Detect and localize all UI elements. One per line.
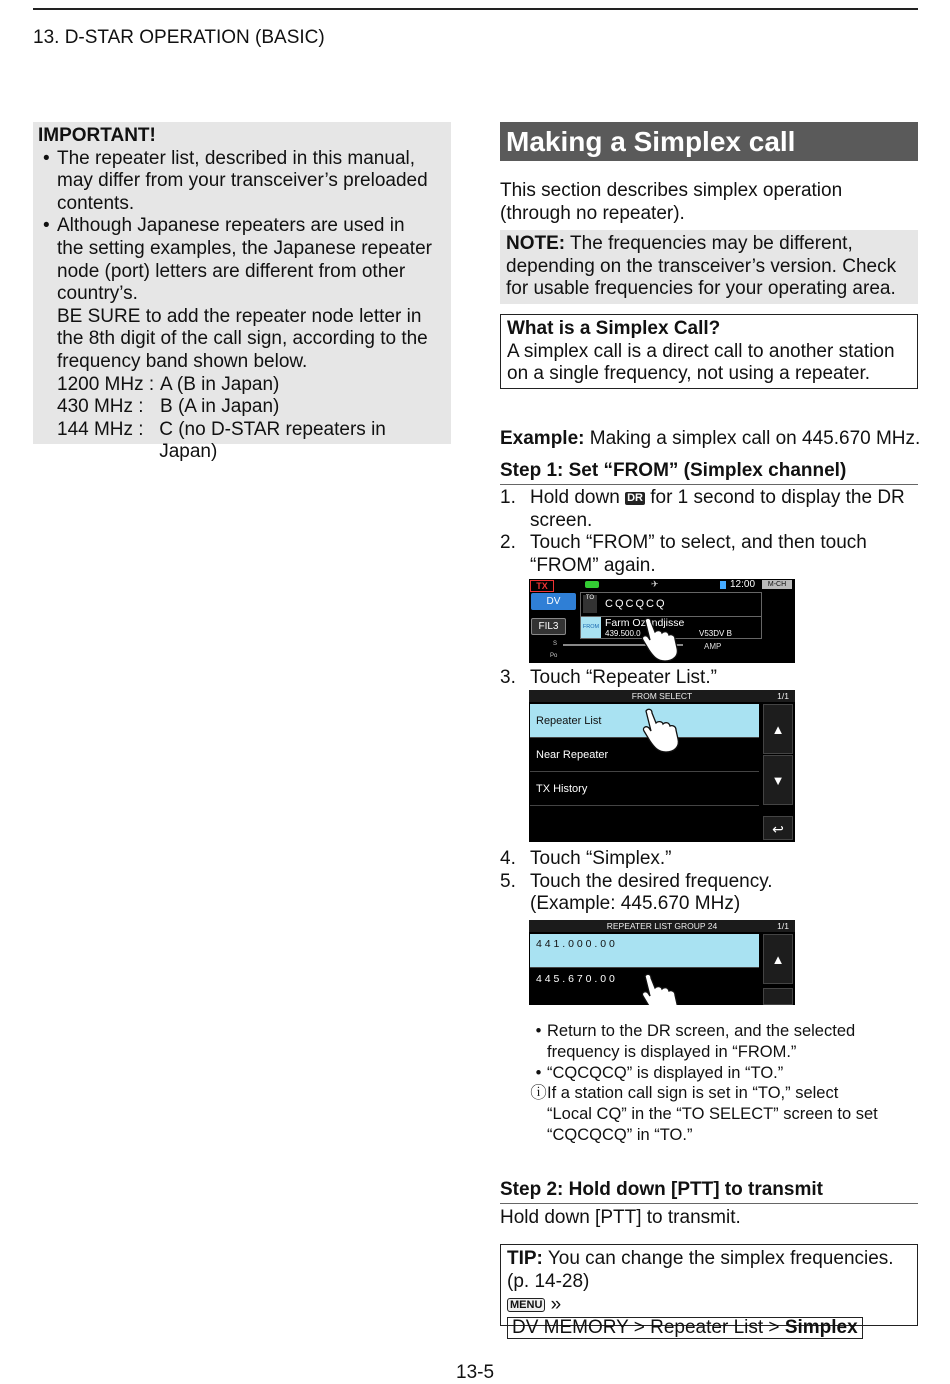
near-repeater-item[interactable]: Near Repeater — [530, 739, 759, 772]
mode-dv-button[interactable]: DV — [531, 593, 576, 610]
section-title: Making a Simplex call — [500, 122, 918, 161]
scroll-up-button[interactable]: ▲ — [763, 934, 793, 984]
result-2: • “CQCQCQ” is displayed in “TO.” — [535, 1063, 784, 1082]
section-intro: This section describes simplex operation (through no repeater). — [500, 180, 843, 224]
step1-item-1: 1. Hold down DR for 1 second to display the DR screen. — [500, 487, 905, 531]
info-icon: ⓘ — [530, 1084, 547, 1103]
tx-indicator: TX — [530, 580, 554, 592]
pointing-hand-icon — [637, 972, 687, 1005]
important-heading: IMPORTANT! — [38, 125, 156, 146]
menu-key-icon: MENU — [507, 1298, 545, 1312]
tip-label: TIP: — [507, 1248, 543, 1269]
frequency-item-445[interactable]: 4 4 5 . 6 7 0 . 0 0 — [536, 973, 615, 985]
step1-list — [500, 487, 920, 577]
gps-icon: ✈ — [651, 579, 659, 589]
dr-key-icon: DR — [627, 492, 643, 504]
scroll-up-button[interactable]: ▲ — [763, 704, 793, 754]
from-select-screen — [529, 690, 795, 842]
battery-icon — [585, 581, 599, 588]
step1-heading: Step 1: Set “FROM” (Simplex channel) — [500, 460, 918, 485]
s-meter-label: S — [553, 641, 558, 647]
step1-item-3: 3. Touch “Repeater List.” — [500, 667, 717, 688]
scroll-down-button-partial[interactable] — [763, 988, 793, 1005]
chapter-title: 13. D-STAR OPERATION (BASIC) — [33, 27, 325, 48]
result-notes — [530, 1021, 920, 1146]
repeater-list-screen — [529, 920, 795, 1005]
menu-path: DV MEMORY > Repeater List > Simplex — [507, 1317, 863, 1339]
band-row-1200: 1200 MHz : A (B in Japan) — [57, 373, 280, 395]
tip-box: TIP: You can change the simplex frequencies. (p. 14-28) MENU » DV MEMORY > Repeater List > Simplex — [500, 1244, 918, 1326]
dr-screen — [529, 579, 795, 663]
from-select-header: FROM SELECT 1/1 — [529, 690, 795, 702]
example-line: Example: Making a simplex call on 445.670 MHz. — [500, 428, 921, 449]
step1-item-5: 5. Touch the desired frequency. (Example: 445.670 MHz) — [500, 870, 773, 915]
to-field[interactable] — [580, 592, 762, 617]
band-row-430: 430 MHz : B (A in Japan) — [57, 396, 280, 418]
step1-item-2: 2. Touch “FROM” to select, and then touch “FROM” again. — [500, 532, 867, 576]
scroll-down-button[interactable]: ▼ — [763, 755, 793, 805]
to-value: CQCQCQ — [605, 598, 667, 610]
to-label: TO — [583, 595, 597, 613]
important-bullet-1: • The repeater list, described in this manual, may differ from your transceiver’s preloaded contents. — [38, 148, 447, 216]
repeater-list-item[interactable]: Repeater List — [530, 704, 759, 738]
be-sure-text: BE SURE to add the repeater node letter in the 8th digit of the call sign, according to the frequency band shown below. — [57, 305, 428, 372]
from-frequency: 439.500.0 — [605, 629, 641, 638]
sd-card-icon — [720, 581, 726, 589]
from-name: Farm Ozondjisse — [605, 617, 685, 629]
po-meter-label: Po — [550, 653, 558, 659]
result-1: • Return to the DR screen, and the selected frequency is displayed in “FROM.” — [535, 1022, 856, 1061]
from-label: FROM — [581, 617, 601, 638]
step2-text: Hold down [PTT] to transmit. — [500, 1207, 741, 1228]
what-is-title: What is a Simplex Call? — [507, 318, 721, 339]
clock: 12:00 — [730, 579, 756, 590]
amp-label: AMP — [704, 642, 722, 651]
step1-items-4-5 — [500, 848, 773, 916]
what-is-simplex-box: What is a Simplex Call? A simplex call is a direct call to another station on a single frequency, not using a repeater. — [500, 314, 918, 389]
band-row-144: 144 MHz : C (no D-STAR repeaters in Japan) — [57, 418, 386, 463]
repeater-list-header: REPEATER LIST GROUP 24 1/1 — [529, 920, 795, 932]
empty-item — [530, 807, 759, 841]
filter-button[interactable]: FIL3 — [531, 618, 566, 635]
note-label: NOTE: — [506, 233, 566, 254]
important-bullet-2: • Although Japanese repeaters are used in the setting examples, the Japanese repeater node (port) letters are different from other country’s. — [38, 215, 447, 305]
back-button[interactable]: ↩ — [763, 816, 793, 840]
step2-heading: Step 2: Hold down [PTT] to transmit — [500, 1179, 918, 1204]
header-rule — [33, 8, 918, 10]
frequency-item-441[interactable]: 4 4 1 . 0 0 0 . 0 0 — [530, 934, 759, 968]
note-box: NOTE: The frequencies may be different, depending on the transceiver’s version. Check for usable frequencies for your operating area. — [500, 230, 918, 304]
tx-history-item[interactable]: TX History — [530, 773, 759, 806]
from-callsign: V53DV B — [699, 629, 732, 638]
page-number: 13-5 — [456, 1362, 495, 1383]
mch-badge: M-CH — [762, 580, 792, 589]
pointing-hand-icon — [637, 616, 687, 662]
result-info: ⓘ If a station call sign is set in “TO,” select “Local CQ” in the “TO SELECT” screen to set “CQCQCQ” in “TO.” — [530, 1084, 878, 1144]
important-box — [33, 122, 451, 463]
step1-item-4: 4. Touch “Simplex.” — [500, 848, 672, 869]
pointing-hand-icon — [638, 707, 688, 753]
